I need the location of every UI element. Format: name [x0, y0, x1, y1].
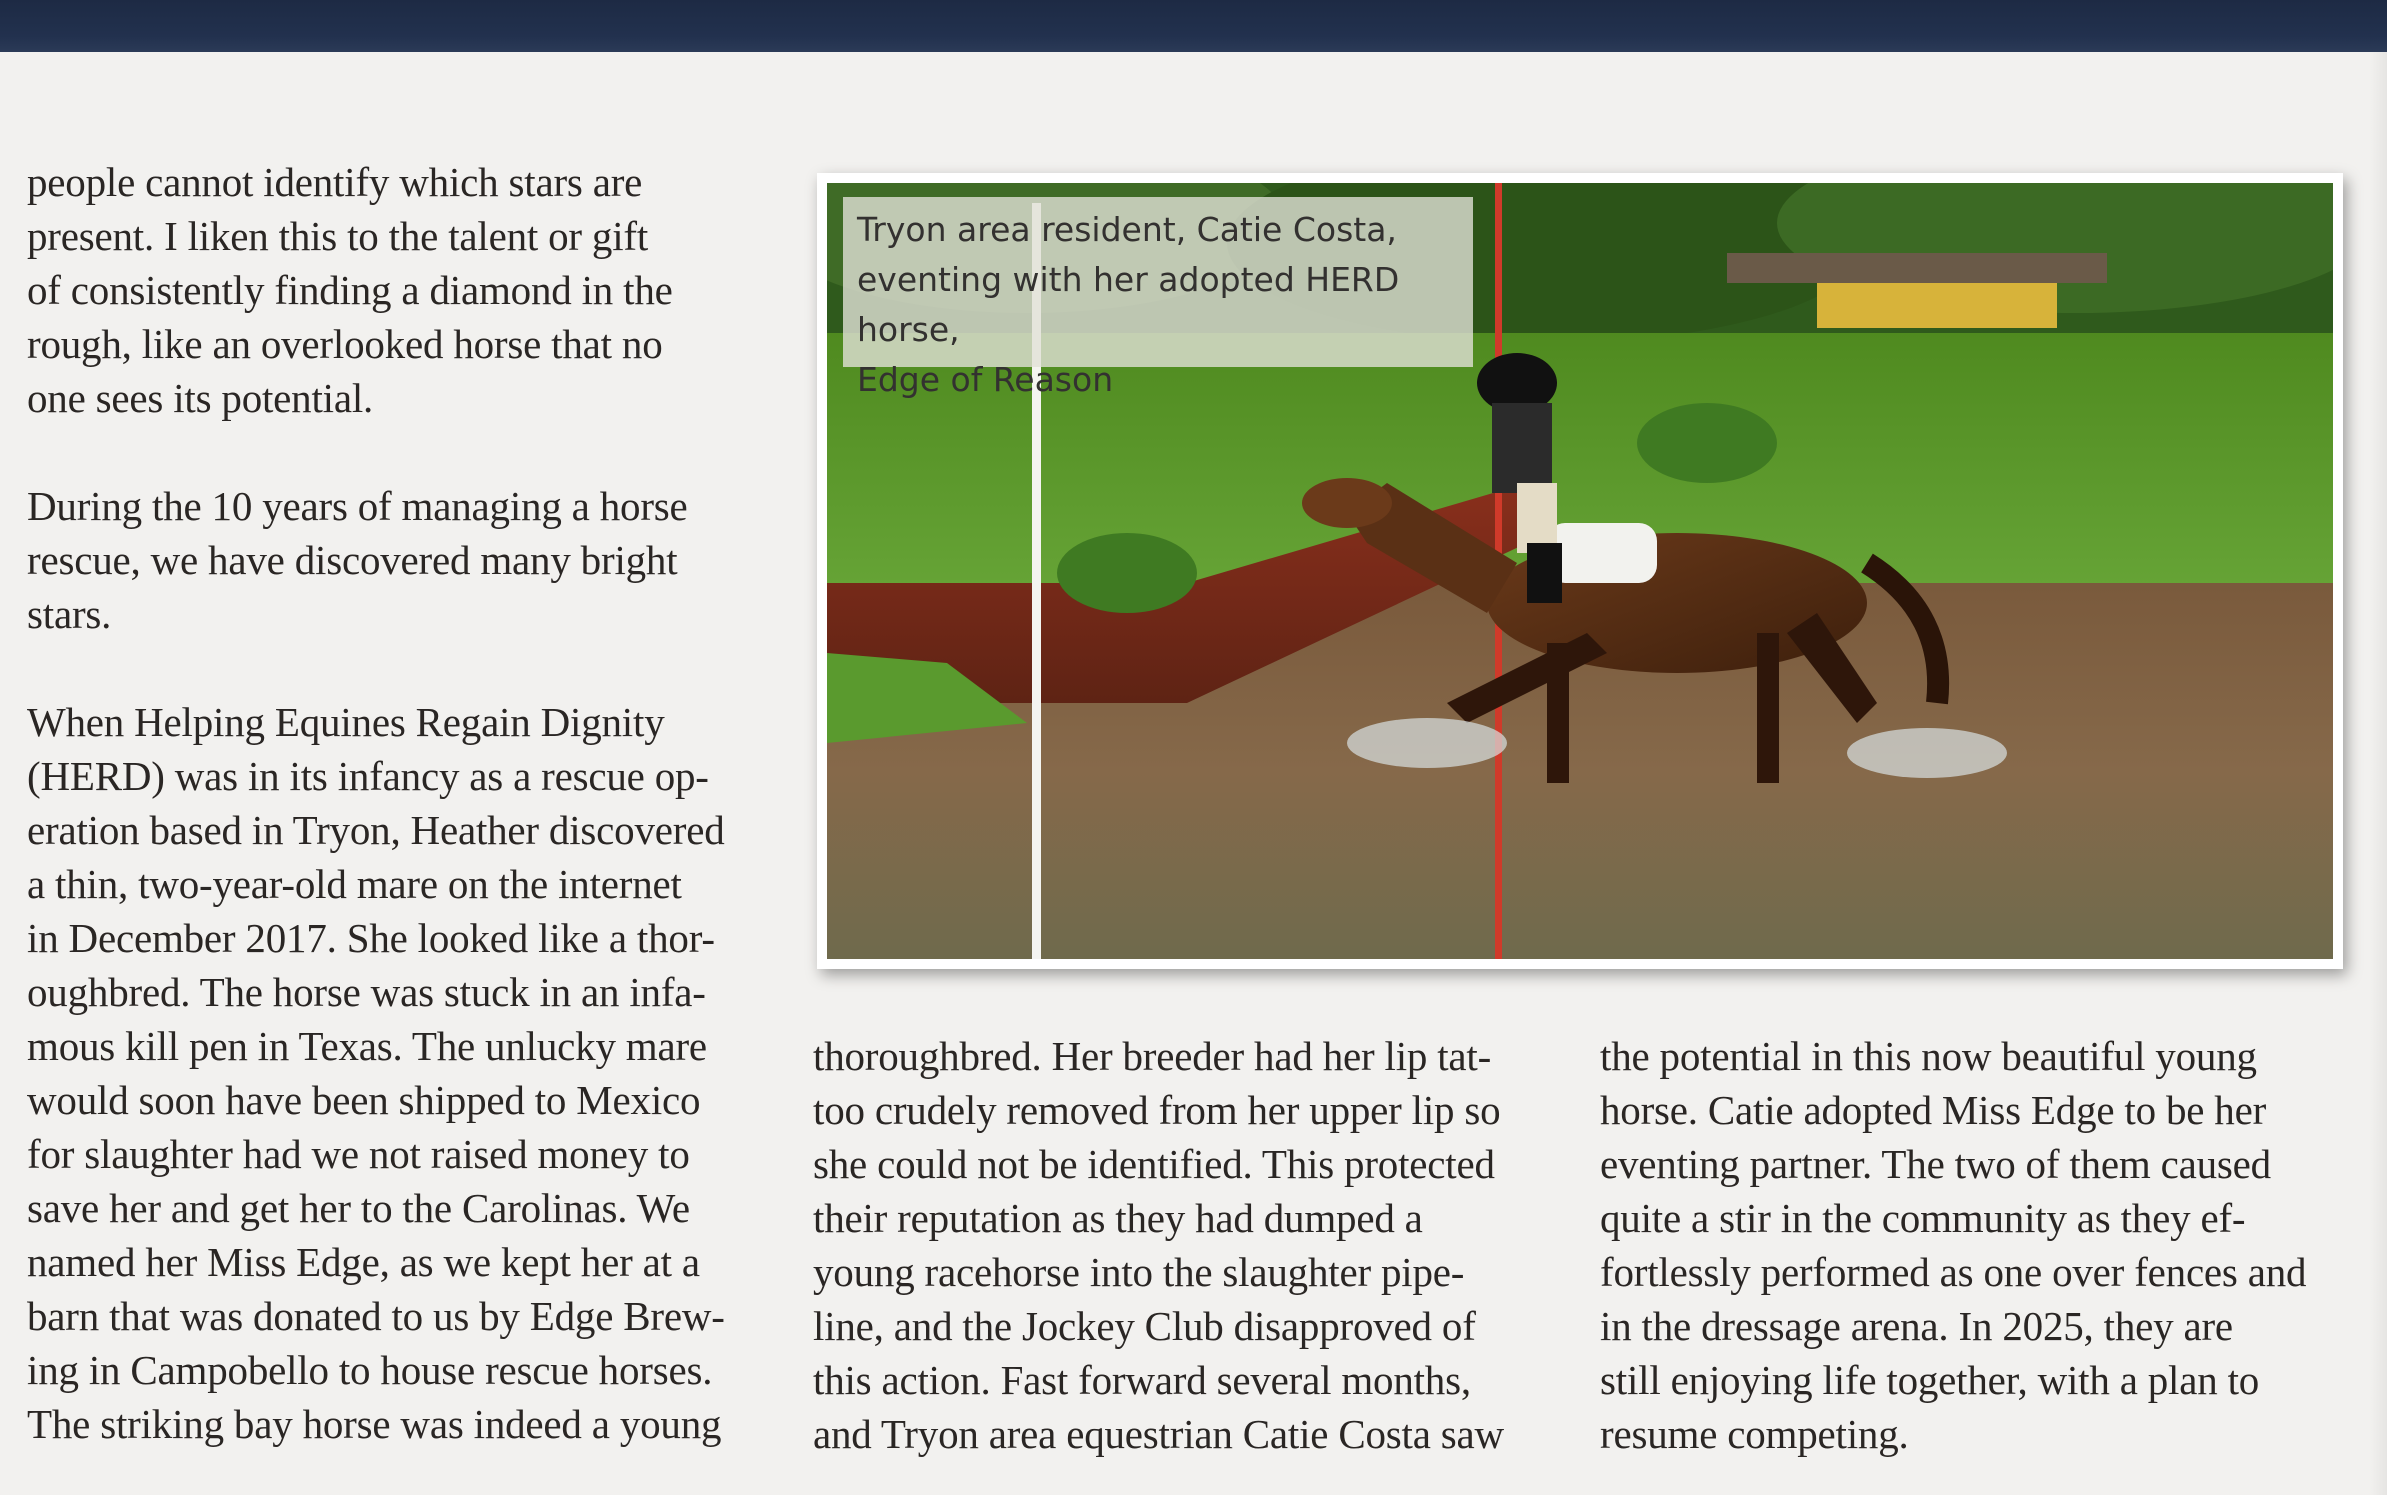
page-gutter-shadow: [2369, 52, 2387, 1495]
photo-caption-box: [843, 197, 1473, 399]
paragraph-thoroughbred: thoroughbred. Her breeder had her lip tat- too crudely removed from her upper lip so she could not be identified. This protected their reputation as they had dumped a young racehorse into the slaughter pipe- line, and the Jockey Club disapproved of this action. Fast forward several months, and Tryon area equestrian Catie Costa saw: [813, 1033, 1504, 1457]
article-column-middle: [813, 1029, 1573, 1461]
page-header-band: [0, 0, 2387, 52]
paragraph-stars: people cannot identify which stars are present. I liken this to the talent or gift of consistently finding a diamond in the rough, like an overlooked horse that no one sees its potential.: [27, 159, 673, 421]
paragraph-potential: the potential in this now beautiful young horse. Catie adopted Miss Edge to be her eventing partner. The two of them caused quite a stir in the community as they ef- fortlessly performed as one over fences and in the dressage arena. In 2025, they are still enjoying life together, with a plan to resume competing.: [1600, 1033, 2307, 1457]
paragraph-herd-story: When Helping Equines Regain Dignity (HERD) was in its infancy as a rescue op- eration based in Tryon, Heather discovered a thin, two-year-old mare on the internet in December 2017. She looked like a thor- oughbred. The horse was stuck in an infa- mous kill pen in Texas. The unlucky mare would soon have been shipped to Mexico for slaughter had we not raised money to save her and get her to the Carolinas. We named her Miss Edge, as we kept her at a barn that was donated to us by Edge Brew- ing in Campobello to house rescue horses. The striking bay horse was indeed a young: [27, 699, 725, 1447]
photo-caption: Tryon area resident, Catie Costa, eventing with her adopted HERD horse, Edge of Reason: [857, 210, 1400, 399]
paragraph-bright-stars: During the 10 years of managing a horse rescue, we have discovered many bright stars.: [27, 483, 688, 637]
horse-photo-frame: [817, 173, 2343, 969]
article-column-left: [27, 155, 787, 1451]
article-column-right: [1600, 1029, 2360, 1461]
